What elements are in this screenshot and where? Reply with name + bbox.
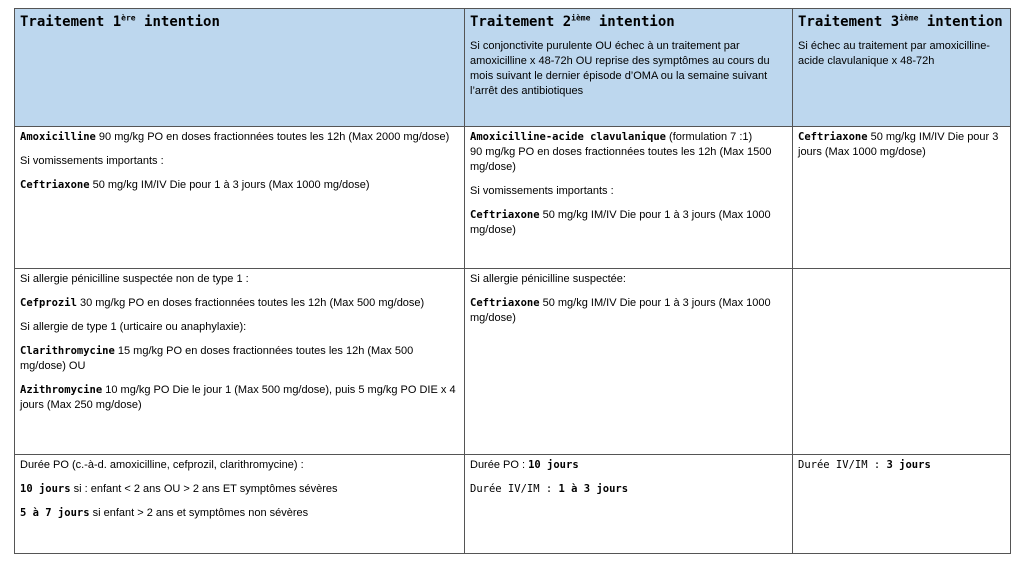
drug-name: Amoxicilline-acide clavulanique bbox=[470, 131, 666, 144]
drug-name: Cefprozil bbox=[20, 297, 77, 310]
cell-third-line-standard: Ceftriaxone 50 mg/kg IM/IV Die pour 3 jours (Max 1000 mg/dose) bbox=[793, 127, 1011, 269]
drug-name: Ceftriaxone bbox=[798, 131, 868, 144]
header-title: Traitement 3ième intention bbox=[798, 13, 1003, 30]
cell-first-line-allergy: Si allergie pénicilline suspectée non de type 1 : Cefprozil 30 mg/kg PO en doses fractionnées toutes les 12h (Max 500 mg/dose) Si allergie de type 1 (urticaire ou anaphylaxie): Clarithromycine 15 mg/kg PO en doses fractionnées toutes les 12h (Max 500 mg/dose) OU Azithromycine 10 mg/kg PO Die le jour 1 (Max 500 mg/dose), puis 5 mg/kg PO DIE x 4 jours (Max 250 mg/dose) bbox=[15, 269, 465, 455]
cell-second-line-standard: Amoxicilline-acide clavulanique (formulation 7 :1) 90 mg/kg PO en doses fractionnées toutes les 12h (Max 1500 mg/dose) Si vomissements importants : Ceftriaxone 50 mg/kg IM/IV Die pour 1 à 3 jours (Max 1000 mg/dose) bbox=[465, 127, 793, 269]
drug-name: Amoxicilline bbox=[20, 131, 96, 144]
drug-name: Ceftriaxone bbox=[470, 297, 540, 310]
header-title: Traitement 1ère intention bbox=[20, 13, 220, 30]
cell-third-line-duration: Durée IV/IM : 3 jours bbox=[793, 455, 1011, 554]
cell-second-line-duration: Durée PO : 10 jours Durée IV/IM : 1 à 3 jours bbox=[465, 455, 793, 554]
drug-name: Clarithromycine bbox=[20, 345, 115, 358]
header-second-line bbox=[465, 9, 793, 127]
table-row bbox=[15, 455, 1011, 554]
note: Si vomissements importants : bbox=[20, 155, 164, 168]
header-row bbox=[15, 9, 1011, 127]
header-description: Si échec au traitement par amoxicilline-acide clavulanique x 48-72h bbox=[798, 40, 990, 67]
table-row bbox=[15, 127, 1011, 269]
note: Si allergie de type 1 (urticaire ou anaphylaxie): bbox=[20, 321, 247, 334]
cell-third-line-allergy bbox=[793, 269, 1011, 455]
drug-name: Azithromycine bbox=[20, 384, 103, 397]
note: Si allergie pénicilline suspectée non de type 1 : bbox=[20, 273, 249, 286]
cell-first-line-duration: Durée PO (c.-à-d. amoxicilline, cefprozil, clarithromycine) : 10 jours si : enfant < 2 ans OU > 2 ans ET symptômes sévères 5 à 7 jours si enfant > 2 ans et symptômes non sévères bbox=[15, 455, 465, 554]
treatment-table bbox=[14, 8, 1011, 554]
header-third-line bbox=[793, 9, 1011, 127]
note: Si allergie pénicilline suspectée: bbox=[470, 273, 626, 286]
cell-second-line-allergy: Si allergie pénicilline suspectée: Ceftriaxone 50 mg/kg IM/IV Die pour 1 à 3 jours (Max 1000 mg/dose) bbox=[465, 269, 793, 455]
drug-name: Ceftriaxone bbox=[470, 209, 540, 222]
drug-name: Ceftriaxone bbox=[20, 179, 90, 192]
table-row bbox=[15, 269, 1011, 455]
header-title: Traitement 2ième intention bbox=[470, 13, 675, 30]
note: Si vomissements importants : bbox=[470, 185, 614, 198]
cell-first-line-standard: Amoxicilline 90 mg/kg PO en doses fractionnées toutes les 12h (Max 2000 mg/dose) Si vomissements importants : Ceftriaxone 50 mg/kg IM/IV Die pour 1 à 3 jours (Max 1000 mg/dose) bbox=[15, 127, 465, 269]
header-first-line bbox=[15, 9, 465, 127]
header-description: Si conjonctivite purulente OU échec à un traitement par amoxicilline x 48-72h OU reprise des symptômes au cours du mois suivant le dernier épisode d’OMA ou la semaine suivant l’arrêt des antibiotiques bbox=[470, 40, 770, 97]
